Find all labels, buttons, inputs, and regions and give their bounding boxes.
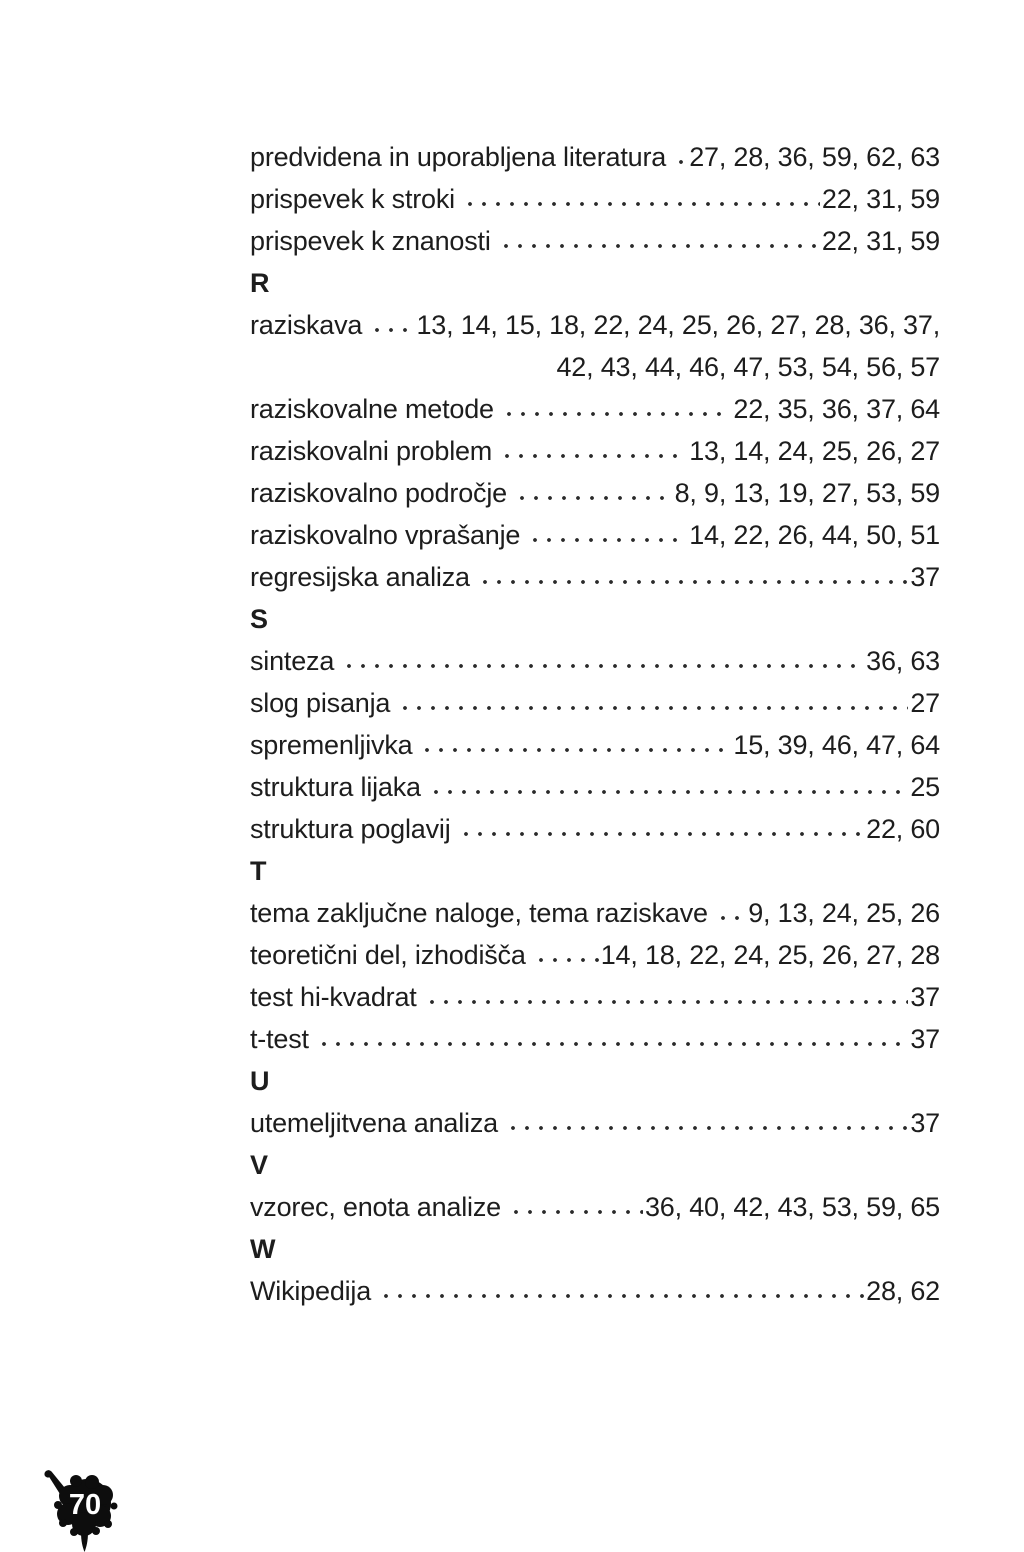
index-entry — [250, 430, 940, 472]
entry-pages: 15, 39, 46, 47, 64 — [733, 730, 940, 760]
entry-pages: 36, 40, 42, 43, 53, 59, 65 — [644, 1192, 940, 1222]
page-footer — [38, 1464, 130, 1552]
page-number: 70 — [68, 1489, 102, 1521]
entry-pages: 8, 9, 13, 19, 27, 53, 59 — [674, 478, 940, 508]
entry-term: Wikipedija — [250, 1276, 372, 1306]
index-entry — [250, 514, 940, 556]
entry-term: vzorec, enota analize — [250, 1192, 501, 1222]
index-entry — [250, 724, 940, 766]
index-entry — [250, 640, 940, 682]
index-entry — [250, 808, 940, 850]
index-entry — [250, 892, 940, 934]
entry-term: utemeljitvena analiza — [250, 1108, 498, 1138]
entry-term: prispevek k znanosti — [250, 226, 491, 256]
entry-pages-continuation: 42, 43, 44, 46, 47, 53, 54, 56, 57 — [556, 352, 940, 382]
dot-leader — [478, 556, 909, 598]
index-entry — [250, 178, 940, 220]
dot-leader — [509, 1186, 643, 1228]
entry-term: predvidena in uporabljena literatura — [250, 142, 667, 172]
index-entry — [250, 976, 940, 1018]
dot-leader — [674, 136, 687, 178]
entry-pages: 13, 14, 15, 18, 22, 24, 25, 26, 27, 28, 36, 37, — [416, 310, 940, 340]
index-entry — [250, 304, 940, 346]
entry-term: struktura lijaka — [250, 772, 421, 802]
dot-leader — [459, 808, 865, 850]
dot-leader — [398, 682, 908, 724]
entry-pages: 27, 28, 36, 59, 62, 63 — [689, 142, 940, 172]
dot-leader — [506, 1102, 908, 1144]
entry-pages: 13, 14, 24, 25, 26, 27 — [689, 436, 940, 466]
entry-term: raziskovalne metode — [250, 394, 494, 424]
entry-pages: 22, 31, 59 — [821, 184, 940, 214]
letter-heading: W — [250, 1234, 276, 1264]
entry-term: raziskovalno področje — [250, 478, 507, 508]
entry-pages: 22, 35, 36, 37, 64 — [733, 394, 940, 424]
entry-term: test hi-kvadrat — [250, 982, 417, 1012]
entry-term: raziskovalno vprašanje — [250, 520, 521, 550]
dot-leader — [429, 766, 908, 808]
dot-leader — [528, 514, 687, 556]
entry-term: raziskovalni problem — [250, 436, 493, 466]
entry-term: prispevek k stroki — [250, 184, 455, 214]
index-entry — [250, 1102, 940, 1144]
index-entry — [250, 220, 940, 262]
index-entry — [250, 1018, 940, 1060]
dot-leader — [420, 724, 731, 766]
entry-term: sinteza — [250, 646, 335, 676]
entry-pages: 14, 22, 26, 44, 50, 51 — [689, 520, 940, 550]
dot-leader — [370, 304, 414, 346]
dot-leader — [499, 220, 820, 262]
dot-leader — [716, 892, 746, 934]
index-entry — [250, 136, 940, 178]
index-entry — [250, 766, 940, 808]
dot-leader — [379, 1270, 864, 1312]
letter-heading: V — [250, 1150, 268, 1180]
letter-heading: T — [250, 856, 267, 886]
index-entry — [250, 1186, 940, 1228]
entry-term: slog pisanja — [250, 688, 391, 718]
dot-leader — [515, 472, 673, 514]
index-entry — [250, 472, 940, 514]
letter-heading: R — [250, 268, 270, 298]
letter-heading: U — [250, 1066, 270, 1096]
dot-leader — [534, 934, 599, 976]
entry-pages: 14, 18, 22, 24, 25, 26, 27, 28 — [600, 940, 940, 970]
entry-pages: 9, 13, 24, 25, 26 — [748, 898, 940, 928]
entry-term: struktura poglavij — [250, 814, 451, 844]
index-entry — [250, 1270, 940, 1312]
entry-pages: 22, 60 — [866, 814, 940, 844]
index-entry — [250, 556, 940, 598]
index-entry — [250, 682, 940, 724]
entry-term: tema zaključne naloge, tema raziskave — [250, 898, 708, 928]
index-entry — [250, 388, 940, 430]
dot-leader — [342, 640, 864, 682]
entry-term: regresijska analiza — [250, 562, 470, 592]
index-entry — [250, 934, 940, 976]
entry-pages: 28, 62 — [866, 1276, 940, 1306]
entry-pages: 37 — [910, 982, 940, 1012]
entry-term: spremenljivka — [250, 730, 413, 760]
dot-leader — [502, 388, 732, 430]
index-list — [250, 136, 940, 1312]
letter-heading: S — [250, 604, 268, 634]
dot-leader — [425, 976, 909, 1018]
dot-leader — [317, 1018, 909, 1060]
dot-leader — [500, 430, 687, 472]
entry-pages: 27 — [910, 688, 940, 718]
entry-term: raziskava — [250, 310, 363, 340]
entry-pages: 25 — [910, 772, 940, 802]
ink-splat-icon — [38, 1464, 130, 1552]
entry-term: teoretični del, izhodišča — [250, 940, 526, 970]
entry-pages: 37 — [910, 1108, 940, 1138]
dot-leader — [463, 178, 820, 220]
entry-pages: 37 — [910, 1024, 940, 1054]
entry-term: t-test — [250, 1024, 309, 1054]
entry-pages: 22, 31, 59 — [821, 226, 940, 256]
entry-pages: 37 — [910, 562, 940, 592]
entry-pages: 36, 63 — [866, 646, 940, 676]
